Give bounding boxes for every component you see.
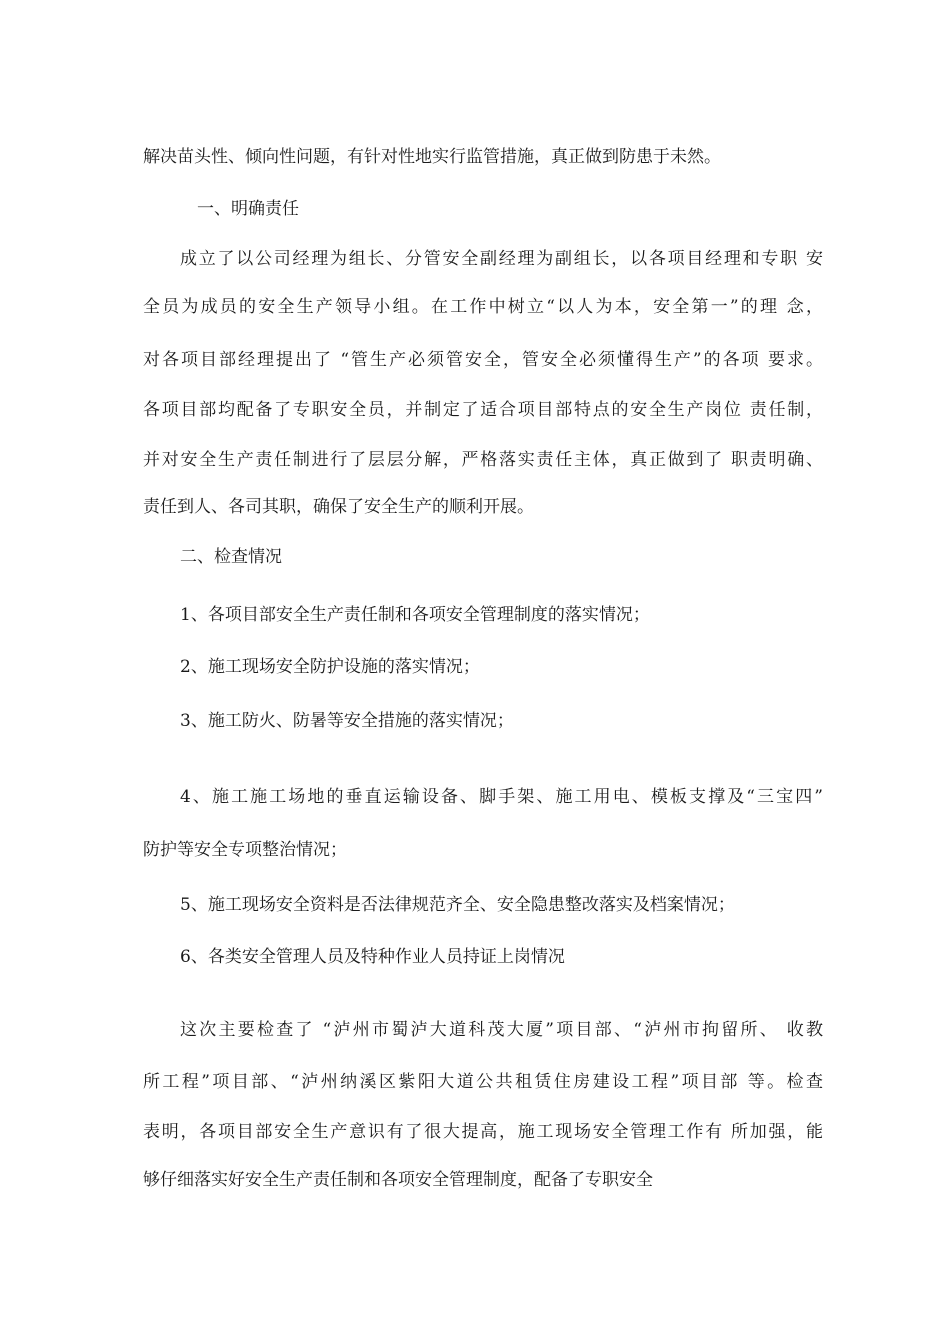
paragraph-line: 全员为成员的安全生产领导小组。在工作中树立“以人为本，安全第一”的理 念， <box>143 297 823 317</box>
paragraph-line: 并对安全生产责任制进行了层层分解，严格落实责任主体，真正做到了 职责明确、 <box>143 450 823 470</box>
paragraph-line: 解决苗头性、倾向性问题，有针对性地实行监管措施，真正做到防患于未然。 <box>143 147 721 167</box>
list-item: 6、各类安全管理人员及特种作业人员持证上岗情况 <box>180 947 565 967</box>
list-item: 1、各项目部安全生产责任制和各项安全管理制度的落实情况； <box>180 605 650 625</box>
paragraph-line: 各项目部均配备了专职安全员，并制定了适合项目部特点的安全生产岗位 责任制， <box>143 400 823 420</box>
list-item: 3、施工防火、防暑等安全措施的落实情况； <box>180 711 514 731</box>
paragraph-line: 对各项目部经理提出了 “管生产必须管安全，管安全必须懂得生产”的各项 要求。 <box>143 350 823 370</box>
paragraph-line: 成立了以公司经理为组长、分管安全副经理为副组长，以各项目经理和专职 安 <box>180 249 823 269</box>
list-item-continuation: 防护等安全专项整治情况； <box>143 840 347 860</box>
section-heading: 二、检查情况 <box>180 547 282 567</box>
paragraph-line: 够仔细落实好安全生产责任制和各项安全管理制度，配备了专职安全 <box>143 1170 653 1190</box>
paragraph-line: 表明，各项目部安全生产意识有了很大提高，施工现场安全管理工作有 所加强，能 <box>143 1122 823 1142</box>
paragraph-line: 责任到人、各司其职，确保了安全生产的顺利开展。 <box>143 497 534 517</box>
paragraph-line: 这次主要检查了 “泸州市蜀泸大道科茂大厦”项目部、“泸州市拘留所、 收教 <box>180 1020 823 1040</box>
paragraph-line: 所工程”项目部、“泸州纳溪区紫阳大道公共租赁住房建设工程”项目部 等。检查 <box>143 1072 823 1092</box>
list-item: 4、施工施工场地的垂直运输设备、脚手架、施工用电、模板支撑及“三宝四” <box>180 787 823 807</box>
list-item: 2、施工现场安全防护设施的落实情况； <box>180 657 480 677</box>
list-item: 5、施工现场安全资料是否法律规范齐全、安全隐患整改落实及档案情况； <box>180 895 735 915</box>
section-heading: 一、明确责任 <box>197 199 299 219</box>
